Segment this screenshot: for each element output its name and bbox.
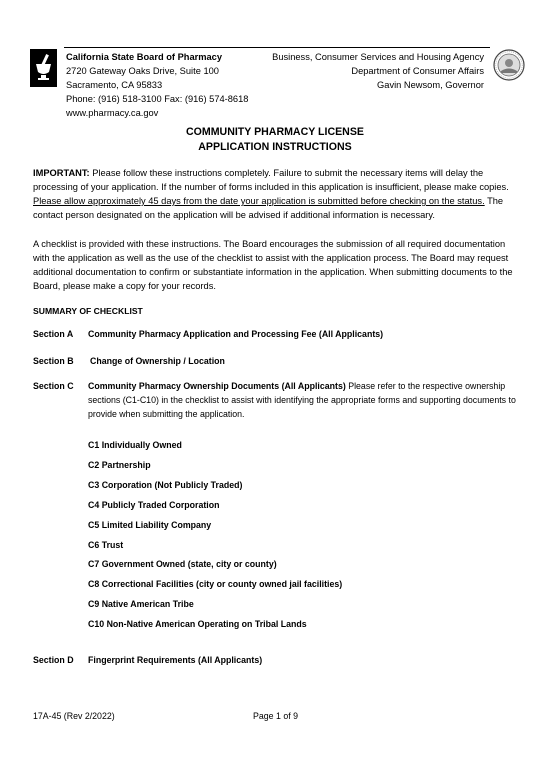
address-line-1: 2720 Gateway Oaks Drive, Suite 100 (66, 66, 219, 76)
section-d-label: Section D (33, 655, 74, 665)
form-number: 17A-45 (Rev 2/2022) (33, 711, 115, 721)
subsection-item: C2 Partnership (88, 460, 151, 470)
website: www.pharmacy.ca.gov (66, 108, 159, 118)
header-rule (64, 47, 490, 48)
document-title-line-2: APPLICATION INSTRUCTIONS (198, 141, 352, 153)
document-title-line-1: COMMUNITY PHARMACY LICENSE (186, 126, 364, 138)
section-c-title: Community Pharmacy Ownership Documents (All Applicants) Please refer to the respective ownership sections (C1-C10) in the checklist to assist with identifying the appropriate forms and supporting documents to provide when submitting the application. (88, 381, 516, 419)
address-line-2: Sacramento, CA 95833 (66, 80, 163, 90)
org-name: California State Board of Pharmacy (66, 52, 223, 62)
subsection-item: C5 Limited Liability Company (88, 520, 212, 530)
governor-name: Gavin Newsom, Governor (377, 80, 484, 90)
important-paragraph (33, 166, 520, 222)
section-c-label: Section C (33, 381, 74, 391)
header-contact-block (66, 50, 248, 120)
subsection-item: C8 Correctional Facilities (city or county owned jail facilities) (88, 579, 343, 589)
mortar-pestle-logo-icon (30, 49, 57, 87)
subsection-item: C7 Government Owned (state, city or county) (88, 559, 277, 569)
checklist-paragraph: A checklist is provided with these instructions. The Board encourages the submission of all required documentation with the application as well as the use of the checklist to assist with the application process. The Board may request additional documentation to confirm or substantiate information in the application. When submitting documents to the Board, please make a copy for your records. (33, 239, 513, 291)
page-number: Page 1 of 9 (253, 711, 298, 721)
state-seal-icon (493, 49, 525, 81)
summary-heading: SUMMARY OF CHECKLIST (33, 306, 143, 316)
header-agency-block (272, 50, 484, 92)
important-underlined-text: Please allow approximately 45 days from the date your application is submitted before checking on the status. (33, 196, 485, 206)
subsection-item: C4 Publicly Traded Corporation (88, 500, 220, 510)
subsection-item: C6 Trust (88, 540, 124, 550)
phone-fax: Phone: (916) 518-3100 Fax: (916) 574-8618 (66, 94, 249, 104)
important-label: IMPORTANT: (33, 168, 90, 178)
department-name: Department of Consumer Affairs (351, 66, 484, 76)
subsection-item: C3 Corporation (Not Publicly Traded) (88, 480, 243, 490)
important-text-1: Please follow these instructions completely. Failure to submit the necessary items will delay the processing of your application. If the number of forms included in this application is insufficient, please make copies. (33, 168, 509, 192)
section-d-title: Fingerprint Requirements (All Applicants) (88, 655, 263, 665)
subsection-item: C10 Non-Native American Operating on Tribal Lands (88, 619, 307, 629)
agency-name: Business, Consumer Services and Housing Agency (272, 52, 484, 62)
section-b-label: Section B (33, 356, 74, 366)
section-a-title: Community Pharmacy Application and Processing Fee (All Applicants) (88, 329, 384, 339)
subsection-item: C9 Native American Tribe (88, 599, 194, 609)
subsection-item: C1 Individually Owned (88, 440, 182, 450)
section-a-label: Section A (33, 329, 74, 339)
important-text-2: The contact person designated on the application will be advised if additional information is necessary. (33, 196, 504, 220)
section-b-title: Change of Ownership / Location (90, 356, 225, 366)
